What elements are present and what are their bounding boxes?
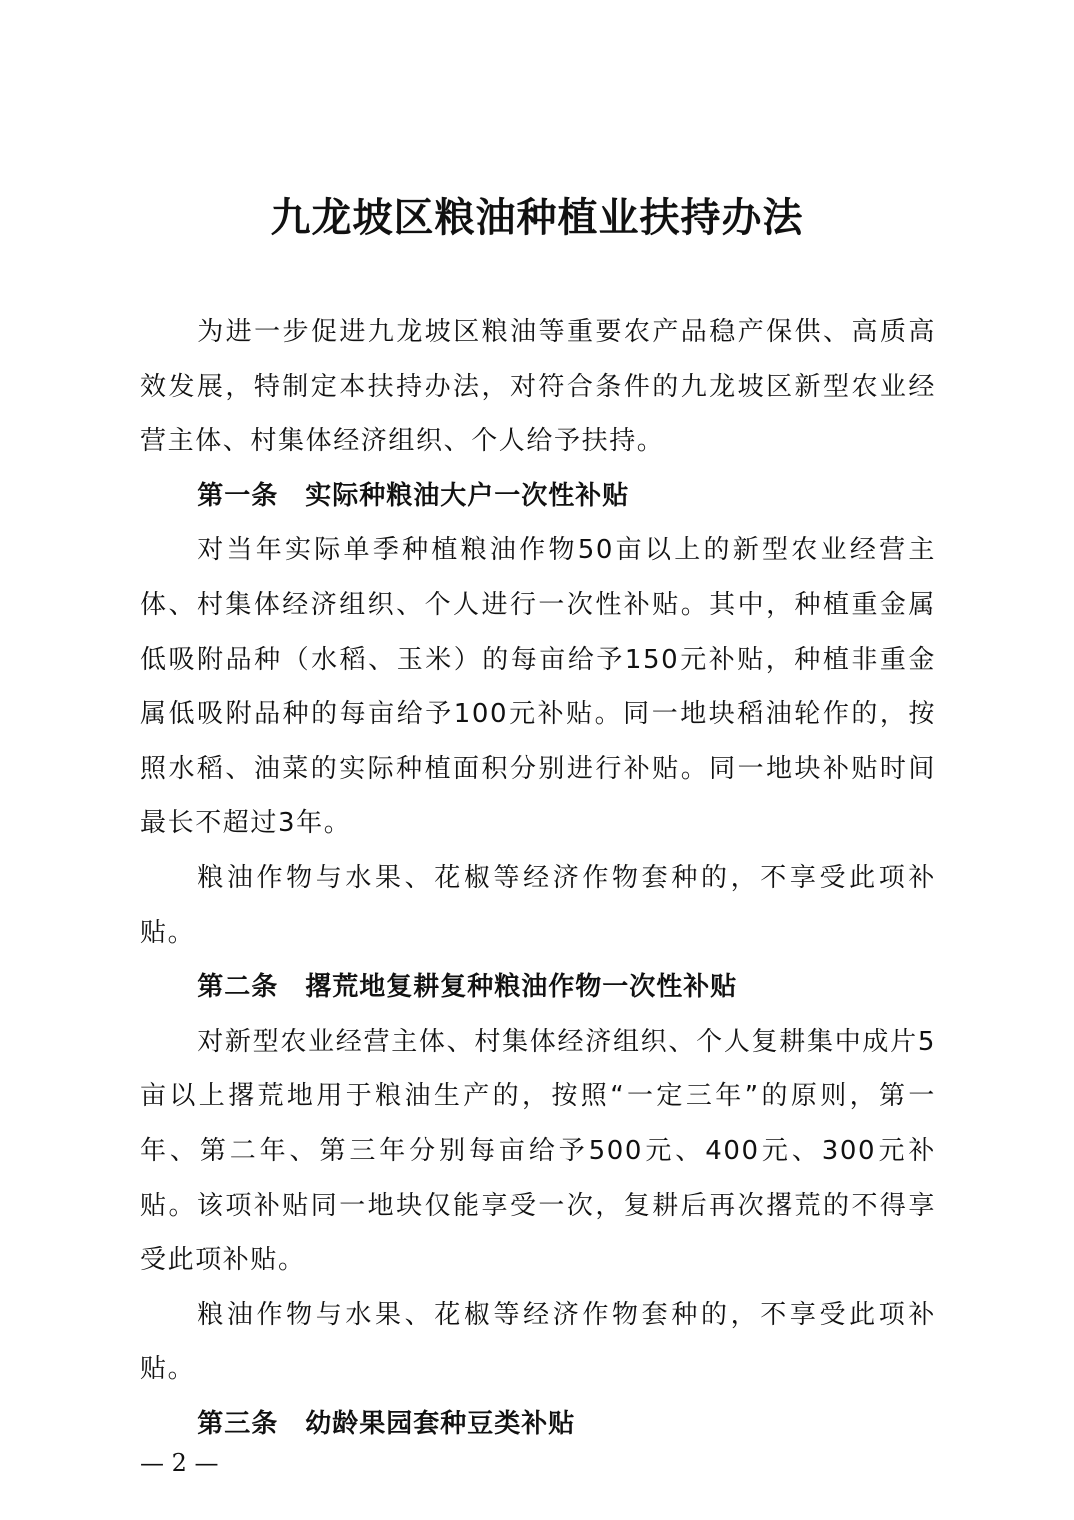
document-body (140, 305, 936, 1451)
article-2-paragraph: 对新型农业经营主体、村集体经济组织、个人复耕集中成片5亩以上撂荒地用于粮油生产的，按照“一定三年”的原则，第一年、第二年、第三年分别每亩给予500元、400元、300元补贴。该项补贴同一地块仅能享受一次，复耕后再次撂荒的不得享受此项补贴。 (140, 1026, 936, 1276)
article-2-heading: 第二条 撂荒地复耕复种粮油作物一次性补贴 (197, 972, 738, 1003)
article-1-heading: 第一条 实际种粮油大户一次性补贴 (197, 480, 630, 511)
article-2-exclusion-paragraph: 粮油作物与水果、花椒等经济作物套种的，不享受此项补贴。 (140, 1299, 936, 1385)
article-1-paragraph: 对当年实际单季种植粮油作物50亩以上的新型农业经营主体、村集体经济组织、个人进行一次性补贴。其中，种植重金属低吸附品种（水稻、玉米）的每亩给予150元补贴，种植非重金属低吸附品种的每亩给予100元补贴。同一地块稻油轮作的，按照水稻、油菜的实际种植面积分别进行补贴。同一地块补贴时间最长不超过3年。 (140, 535, 936, 839)
document-title: 九龙坡区粮油种植业扶持办法 (270, 194, 804, 241)
intro-paragraph: 为进一步促进九龙坡区粮油等重要农产品稳产保供、高质高效发展，特制定本扶持办法，对符合条件的九龙坡区新型农业经营主体、村集体经济组织、个人给予扶持。 (140, 317, 936, 457)
article-1-exclusion-paragraph: 粮油作物与水果、花椒等经济作物套种的，不享受此项补贴。 (140, 862, 936, 948)
page-number: — 2 — (140, 1449, 219, 1477)
article-3-heading: 第三条 幼龄果园套种豆类补贴 (197, 1408, 576, 1439)
